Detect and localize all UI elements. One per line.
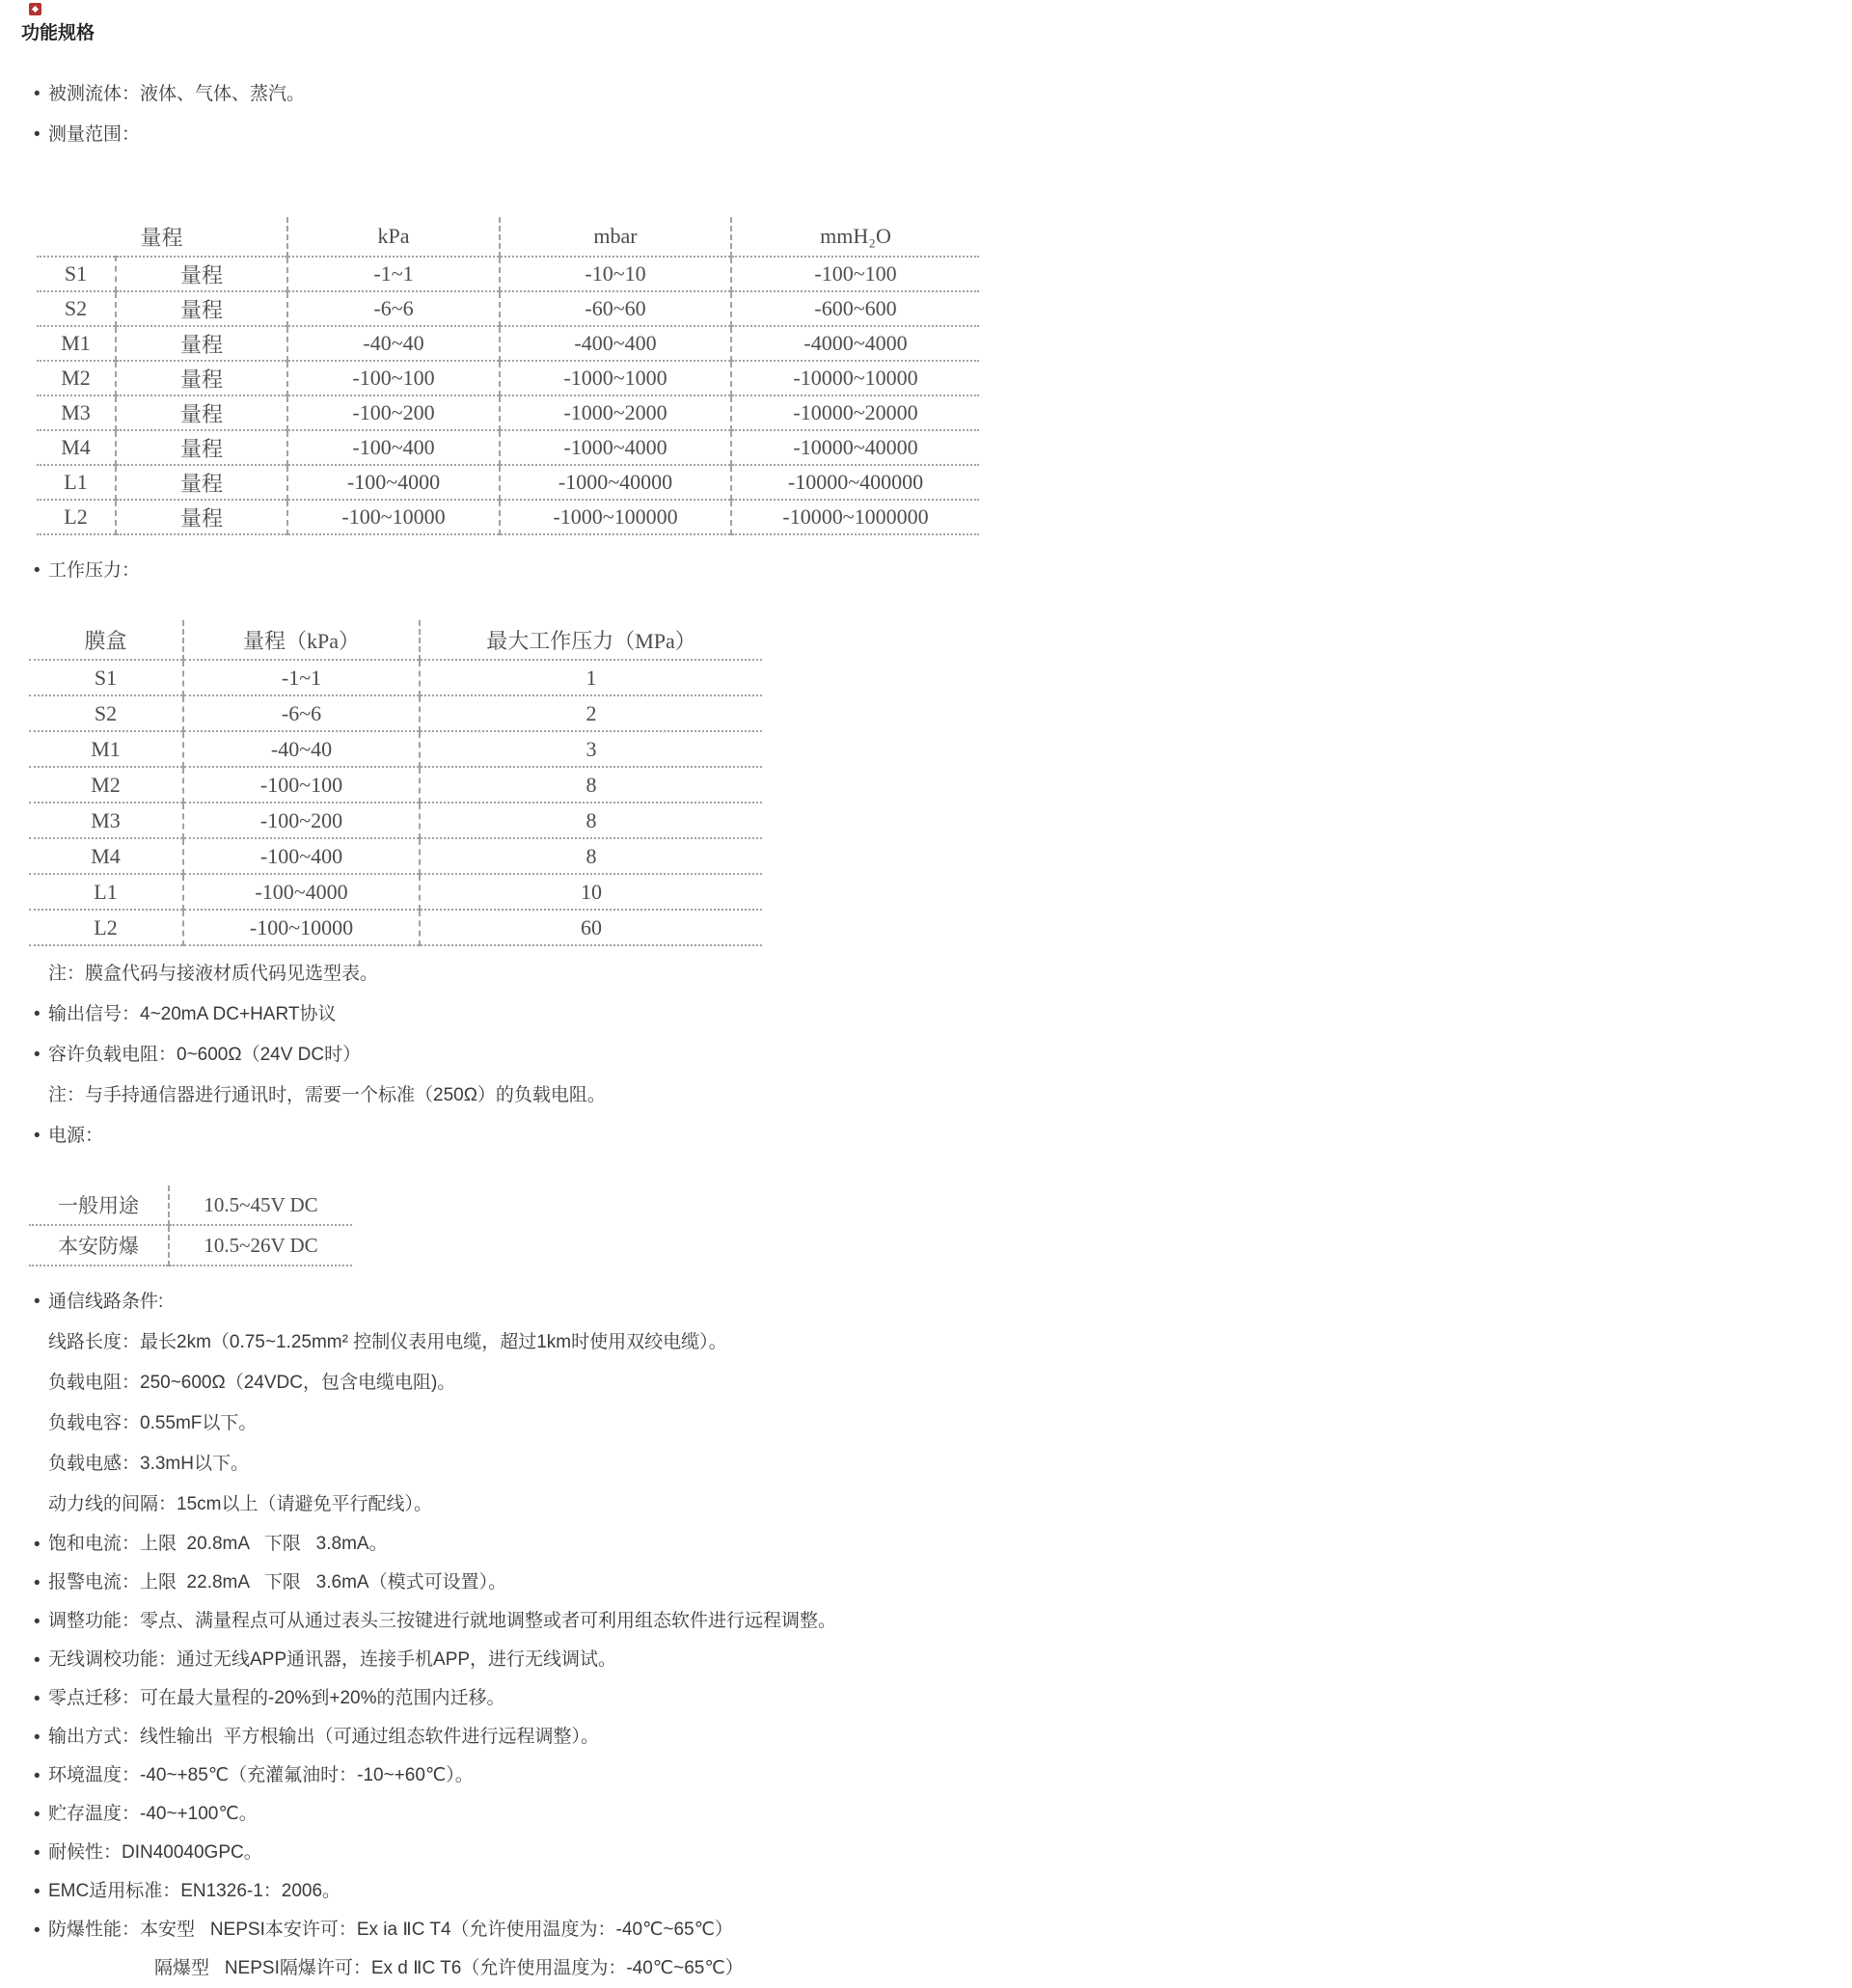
cell-kpa-value: -40~40 — [287, 326, 500, 361]
table-row — [37, 430, 979, 465]
comm-condition-line: 负载电感：3.3mH以下。 — [48, 1454, 249, 1474]
table-row — [37, 257, 979, 291]
cell-voltage-range: 10.5~45V DC — [169, 1185, 352, 1225]
cell-range-value: -6~6 — [183, 695, 420, 731]
table-row — [29, 767, 762, 803]
power-supply-table — [29, 1185, 352, 1266]
cell-kpa-value: -100~200 — [287, 395, 500, 430]
cell-kpa-value: -100~10000 — [287, 500, 500, 534]
cell-mbar-value: -1000~4000 — [500, 430, 731, 465]
table-row — [29, 660, 762, 695]
page-title: 功能规格 — [21, 23, 95, 43]
table-row — [29, 910, 762, 945]
cell-range-value: -100~200 — [183, 803, 420, 838]
cell-kpa-value: -1~1 — [287, 257, 500, 291]
comm-condition-line: 动力线的间隔：15cm以上（请避免平行配线）。 — [48, 1494, 432, 1514]
spec-item-load-resistance: • 容许负载电阻：0~600Ω（24V DC时） — [0, 1035, 1852, 1076]
cell-mmh2o-value: -100~100 — [731, 257, 979, 291]
cell-range-value: -40~40 — [183, 731, 420, 767]
col-header-range-kpa: 量程（kPa） — [183, 620, 420, 660]
cell-range-value: -100~400 — [183, 838, 420, 874]
cell-kpa-value: -100~4000 — [287, 465, 500, 500]
spec-item-explosion-proof-line2: 隔爆型 NEPSI隔爆许可：Ex d ⅡC T6（允许使用温度为：-40℃~65℃） — [154, 1958, 744, 1978]
spec-item: • 输出方式：线性输出 平方根输出（可通过组态软件进行远程调整）。 — [0, 1718, 1852, 1757]
cell-power-type: 本安防爆 — [29, 1225, 169, 1266]
cell-mbar-value: -1000~40000 — [500, 465, 731, 500]
cell-capsule-code: M1 — [29, 731, 183, 767]
spec-item: • 无线调校功能：通过无线APP通讯器，连接手机APP，进行无线调试。 — [0, 1641, 1852, 1679]
cell-kpa-value: -100~100 — [287, 361, 500, 395]
cell-mmh2o-value: -10000~10000 — [731, 361, 979, 395]
cell-max-pressure-value: 1 — [420, 660, 762, 695]
table-row — [37, 361, 979, 395]
measuring-range-table — [37, 217, 979, 535]
cell-max-pressure-value: 2 — [420, 695, 762, 731]
spec-item: • 贮存温度：-40~+100℃。 — [0, 1795, 1852, 1834]
cell-mbar-value: -400~400 — [500, 326, 731, 361]
cell-range-value: -100~4000 — [183, 874, 420, 910]
cell-capsule-code: M2 — [37, 361, 116, 395]
col-header-max-pressure: 最大工作压力（MPa） — [420, 620, 762, 660]
spec-item-output-signal: • 输出信号：4~20mA DC+HART协议 — [0, 994, 1852, 1035]
comm-condition-line: 负载电容：0.55mF以下。 — [48, 1413, 258, 1433]
cell-range-label: 量程 — [116, 395, 287, 430]
spec-item: • 耐候性：DIN40040GPC。 — [0, 1834, 1852, 1872]
cell-range-label: 量程 — [116, 500, 287, 534]
spec-item: • 零点迁移：可在最大量程的-20%到+20%的范围内迁移。 — [0, 1679, 1852, 1718]
cell-mmh2o-value: -4000~4000 — [731, 326, 979, 361]
cell-capsule-code: L1 — [29, 874, 183, 910]
cell-capsule-code: S2 — [37, 291, 116, 326]
spec-item: • 环境温度：-40~+85℃（充灌氟油时：-10~+60℃）。 — [0, 1757, 1852, 1795]
cell-max-pressure-value: 8 — [420, 767, 762, 803]
table-row — [37, 465, 979, 500]
cell-power-type: 一般用途 — [29, 1185, 169, 1225]
cell-capsule-code: M4 — [37, 430, 116, 465]
cell-range-label: 量程 — [116, 361, 287, 395]
spec-item-measured-fluid: • 被测流体：液体、气体、蒸汽。 — [0, 74, 1852, 115]
spec-item-comm-conditions: • 通信线路条件: — [0, 1282, 1852, 1322]
cell-mmh2o-value: -10000~400000 — [731, 465, 979, 500]
table-row — [29, 695, 762, 731]
cell-max-pressure-value: 60 — [420, 910, 762, 945]
cell-mbar-value: -60~60 — [500, 291, 731, 326]
col-header-mmh2o: mmH₂O — [731, 217, 979, 257]
spec-item-power-supply: • 电源： — [0, 1116, 1852, 1157]
table-row — [29, 803, 762, 838]
table-row — [29, 731, 762, 767]
note-hart-resistor: 注：与手持通信器进行通讯时，需要一个标准（250Ω）的负载电阻。 — [48, 1085, 606, 1105]
cell-mmh2o-value: -10000~40000 — [731, 430, 979, 465]
spec-item: • 防爆性能：本安型 NEPSI本安许可：Ex ia ⅡC T4（允许使用温度为：-40℃~65℃） — [0, 1911, 1852, 1949]
bottom-spec-list — [0, 1525, 1852, 1988]
cell-kpa-value: -100~400 — [287, 430, 500, 465]
cell-max-pressure-value: 10 — [420, 874, 762, 910]
cell-capsule-code: S1 — [29, 660, 183, 695]
cell-capsule-code: M4 — [29, 838, 183, 874]
cell-mmh2o-value: -600~600 — [731, 291, 979, 326]
cell-capsule-code: L2 — [37, 500, 116, 534]
cell-capsule-code: S2 — [29, 695, 183, 731]
cell-capsule-code: M3 — [29, 803, 183, 838]
table-row — [37, 500, 979, 534]
cell-capsule-code: M3 — [37, 395, 116, 430]
col-header-capsule: 膜盒 — [29, 620, 183, 660]
comm-condition-line: 线路长度：最长2km（0.75~1.25mm² 控制仪表用电缆，超过1km时使用双绞电缆）。 — [48, 1332, 727, 1352]
cell-max-pressure-value: 8 — [420, 803, 762, 838]
col-header-mbar: mbar — [500, 217, 731, 257]
cell-range-value: -100~10000 — [183, 910, 420, 945]
spec-item-measuring-range: • 测量范围： — [0, 115, 1852, 155]
table-row — [29, 838, 762, 874]
cell-mbar-value: -1000~2000 — [500, 395, 731, 430]
spec-item: • 调整功能：零点、满量程点可从通过表头三按键进行就地调整或者可利用组态软件进行远程调整。 — [0, 1602, 1852, 1641]
table-row — [29, 1225, 352, 1266]
cell-range-value: -100~100 — [183, 767, 420, 803]
spec-item: • EMC适用标准：EN1326-1：2006。 — [0, 1872, 1852, 1911]
cell-range-value: -1~1 — [183, 660, 420, 695]
cell-capsule-code: L1 — [37, 465, 116, 500]
spec-item: • 饱和电流：上限 20.8mA 下限 3.8mA。 — [0, 1525, 1852, 1564]
cell-capsule-code: M1 — [37, 326, 116, 361]
cell-range-label: 量程 — [116, 430, 287, 465]
cell-mbar-value: -1000~1000 — [500, 361, 731, 395]
comm-condition-line: 负载电阻：250~600Ω（24VDC，包含电缆电阻)。 — [48, 1373, 456, 1393]
cell-voltage-range: 10.5~26V DC — [169, 1225, 352, 1266]
cell-mmh2o-value: -10000~1000000 — [731, 500, 979, 534]
spec-item: • 报警电流：上限 22.8mA 下限 3.6mA（模式可设置）。 — [0, 1564, 1852, 1602]
cell-range-label: 量程 — [116, 291, 287, 326]
cell-max-pressure-value: 8 — [420, 838, 762, 874]
table-row — [37, 291, 979, 326]
cell-range-label: 量程 — [116, 326, 287, 361]
table-row — [37, 395, 979, 430]
cell-capsule-code: M2 — [29, 767, 183, 803]
cell-capsule-code: S1 — [37, 257, 116, 291]
table-header-row — [37, 217, 979, 257]
table-header-row — [29, 620, 762, 660]
table-row — [37, 326, 979, 361]
col-header-range: 量程 — [37, 217, 287, 257]
spec-item-working-pressure: • 工作压力： — [0, 551, 1852, 591]
cell-kpa-value: -6~6 — [287, 291, 500, 326]
cell-range-label: 量程 — [116, 465, 287, 500]
table-row — [29, 1185, 352, 1225]
table-row — [29, 874, 762, 910]
cell-max-pressure-value: 3 — [420, 731, 762, 767]
working-pressure-table — [29, 620, 762, 946]
cell-mbar-value: -10~10 — [500, 257, 731, 291]
cell-mbar-value: -1000~100000 — [500, 500, 731, 534]
cell-capsule-code: L2 — [29, 910, 183, 945]
cell-range-label: 量程 — [116, 257, 287, 291]
red-bullet-image-icon — [29, 3, 41, 15]
cell-mmh2o-value: -10000~20000 — [731, 395, 979, 430]
note-capsule-code: 注：膜盒代码与接液材质代码见选型表。 — [48, 964, 379, 984]
col-header-kpa: kPa — [287, 217, 500, 257]
